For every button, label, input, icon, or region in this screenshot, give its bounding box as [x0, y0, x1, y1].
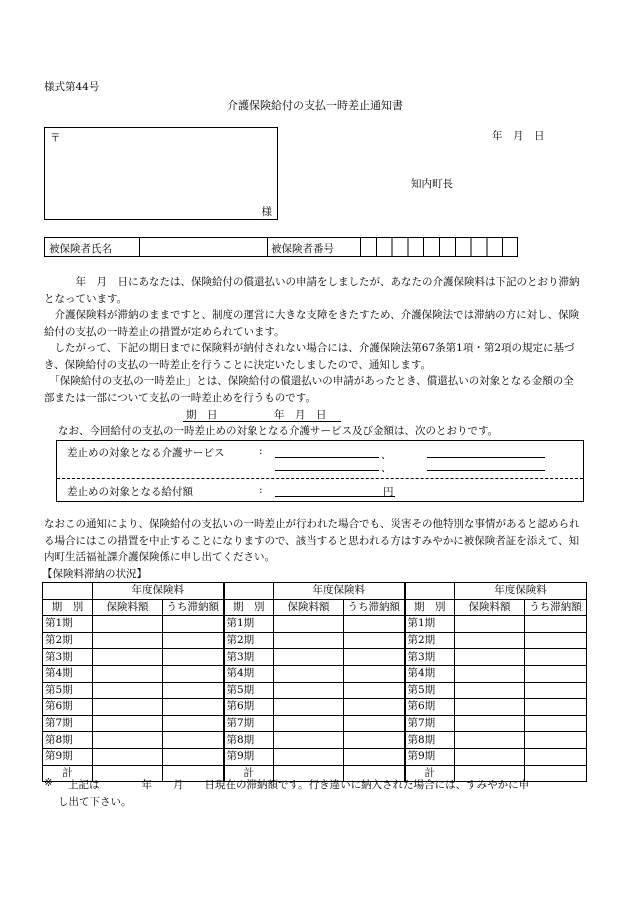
footnote-mark: ※ — [44, 777, 53, 789]
arrears-amount-cell — [163, 649, 224, 666]
arrears-amount-cell — [344, 682, 405, 699]
body-paragraph-1: 年 月 日にあなたは、保険給付の償還払いの申請をしましたが、あなたの介護保険料は下記のとおり滞納となっています。 — [44, 276, 580, 305]
arrears-amount-cell — [344, 715, 405, 732]
total-label: 計 — [224, 765, 274, 782]
premium-amount-cell — [455, 715, 525, 732]
premium-amount-cell — [274, 649, 344, 666]
table-row — [43, 699, 587, 716]
arrears-amount-cell — [344, 649, 405, 666]
premium-amount-cell — [93, 682, 163, 699]
issue-date: 年 月 日 — [492, 130, 545, 142]
premium-amount-cell — [274, 732, 344, 749]
service-colon: : — [259, 445, 263, 457]
period-label: 第6期 — [405, 699, 455, 716]
year-blank-cell — [224, 583, 274, 600]
table-row — [43, 732, 587, 749]
body-text — [44, 274, 584, 406]
period-label: 第7期 — [43, 715, 93, 732]
year-header-cell: 年度保険料 — [455, 583, 587, 600]
period-label: 第3期 — [405, 649, 455, 666]
arrears-table — [42, 582, 587, 782]
postal-mark: 〒 — [50, 132, 61, 144]
table-row — [43, 649, 587, 666]
column-header: 保険料額 — [93, 599, 163, 616]
deadline-underline — [183, 421, 341, 422]
arrears-heading: 【保険料滞納の状況】 — [42, 568, 147, 580]
period-label: 第6期 — [43, 699, 93, 716]
premium-amount-cell — [274, 682, 344, 699]
period-label: 第1期 — [224, 616, 274, 633]
arrears-amount-cell — [525, 699, 587, 716]
column-header: 期 別 — [224, 599, 274, 616]
arrears-amount-cell — [344, 665, 405, 682]
service-comma-1: 、 — [381, 449, 392, 461]
premium-amount-cell — [455, 632, 525, 649]
premium-amount-cell — [274, 715, 344, 732]
service-comma-2: 、 — [381, 462, 392, 474]
period-label: 第8期 — [224, 732, 274, 749]
period-label: 第9期 — [405, 748, 455, 765]
premium-amount-cell — [93, 665, 163, 682]
arrears-amount-cell — [163, 616, 224, 633]
premium-amount-cell — [455, 732, 525, 749]
honorific: 様 — [261, 206, 272, 218]
total-label: 計 — [405, 765, 455, 782]
period-label: 第4期 — [405, 665, 455, 682]
arrears-amount-cell — [163, 732, 224, 749]
body-paragraph-4: 「保険給付の支払の一時差止」とは、保険給付の償還払いの申請があったとき、償還払いの対象となる金額の全部または一部について支払の一時差止めを行うものです。 — [44, 375, 574, 404]
arrears-amount-cell — [344, 732, 405, 749]
premium-amount-cell — [93, 699, 163, 716]
arrears-amount-cell — [525, 748, 587, 765]
period-label: 第5期 — [224, 682, 274, 699]
table-header-row — [43, 599, 587, 616]
body-paragraph-3: したがって、下記の期日までに保険料が納付されない場合には、介護保険法第67条第1項・第2項の規定に基づき、保険給付の支払の一時差止を行うことに決定いたしましたので、通知します。 — [44, 342, 575, 371]
issuer: 知内町長 — [411, 178, 453, 190]
suspend-box — [56, 440, 584, 502]
year-blank-cell — [405, 583, 455, 600]
period-label: 第7期 — [224, 715, 274, 732]
period-label: 第4期 — [43, 665, 93, 682]
premium-amount-cell — [455, 649, 525, 666]
insured-name-label: 被保険者氏名 — [49, 243, 112, 255]
premium-amount-cell — [93, 715, 163, 732]
total-label: 計 — [43, 765, 93, 782]
period-label: 第3期 — [43, 649, 93, 666]
column-header: うち滞納額 — [344, 599, 405, 616]
period-label: 第9期 — [43, 748, 93, 765]
period-label: 第8期 — [405, 732, 455, 749]
arrears-amount-cell — [525, 616, 587, 633]
period-label: 第5期 — [43, 682, 93, 699]
insured-row — [44, 237, 518, 257]
column-header: 保険料額 — [274, 599, 344, 616]
arrears-amount-cell — [525, 649, 587, 666]
arrears-amount-cell — [163, 682, 224, 699]
period-label: 第8期 — [43, 732, 93, 749]
period-label: 第3期 — [224, 649, 274, 666]
year-header-cell: 年度保険料 — [274, 583, 405, 600]
amount-yen: 円 — [383, 486, 394, 498]
arrears-amount-cell — [344, 616, 405, 633]
period-label: 第9期 — [224, 748, 274, 765]
period-label: 第5期 — [405, 682, 455, 699]
footnote-line-1: 上記は 年 月 日現在の滞納額です。行き違いに納入された場合には、すみやかに申 — [68, 779, 530, 791]
premium-amount-cell — [274, 665, 344, 682]
premium-amount-cell — [93, 732, 163, 749]
premium-amount-cell — [93, 616, 163, 633]
arrears-amount-cell — [344, 748, 405, 765]
deadline-date: 年 月 日 — [274, 409, 327, 421]
table-row — [43, 682, 587, 699]
arrears-amount-cell — [525, 715, 587, 732]
period-label: 第7期 — [405, 715, 455, 732]
arrears-amount-cell — [163, 699, 224, 716]
period-label: 第1期 — [43, 616, 93, 633]
period-label: 第4期 — [224, 665, 274, 682]
arrears-amount-cell — [344, 699, 405, 716]
period-label: 第6期 — [224, 699, 274, 716]
premium-amount-cell — [274, 616, 344, 633]
table-row — [43, 665, 587, 682]
body-paragraph-2: 介護保険料が滞納のままですと、制度の運営に大きな支障をきたすため、介護保険法では滞納の方に対し、保険給付の支払の一時差止の措置が定められています。 — [44, 309, 580, 338]
notice-text: なおこの通知により、保険給付の支払いの一時差止が行われた場合でも、災害その他特別な事情があると認められる場合にはこの措置を中止することになりますので、該当すると思われる方はすみやかに被保険者証を添えて、知内町生活福祉課介護保険係に申し出てください。 — [44, 518, 580, 563]
arrears-amount-cell — [525, 665, 587, 682]
arrears-amount-cell — [163, 715, 224, 732]
intro-line: なお、今回給付の支払の一時差止めの対象となる介護サービス及び金額は、次のとおりです。 — [58, 425, 499, 437]
column-header: 保険料額 — [455, 599, 525, 616]
table-row — [43, 715, 587, 732]
period-label: 第2期 — [405, 632, 455, 649]
amount-colon: : — [259, 484, 263, 496]
insured-number-label: 被保険者番号 — [271, 243, 334, 255]
premium-amount-cell — [93, 649, 163, 666]
premium-amount-cell — [455, 682, 525, 699]
arrears-amount-cell — [525, 632, 587, 649]
arrears-amount-cell — [163, 748, 224, 765]
premium-amount-cell — [455, 699, 525, 716]
arrears-amount-cell — [525, 682, 587, 699]
premium-amount-cell — [455, 665, 525, 682]
column-header: 期 別 — [43, 599, 93, 616]
premium-amount-cell — [274, 632, 344, 649]
premium-amount-cell — [455, 616, 525, 633]
footnote-line-2: し出て下さい。 — [58, 796, 132, 808]
column-header: うち滞納額 — [525, 599, 587, 616]
insured-number-cells — [360, 238, 518, 256]
column-header: 期 別 — [405, 599, 455, 616]
premium-amount-cell — [455, 748, 525, 765]
column-header: うち滞納額 — [163, 599, 224, 616]
table-row — [43, 748, 587, 765]
premium-amount-cell — [274, 748, 344, 765]
period-label: 第2期 — [43, 632, 93, 649]
year-header-cell: 年度保険料 — [93, 583, 224, 600]
premium-amount-cell — [93, 632, 163, 649]
arrears-amount-cell — [344, 632, 405, 649]
form-number: 様式第44号 — [44, 81, 100, 93]
table-year-row — [43, 583, 587, 600]
arrears-amount-cell — [163, 665, 224, 682]
premium-amount-cell — [274, 699, 344, 716]
table-row — [43, 616, 587, 633]
year-blank-cell — [43, 583, 93, 600]
arrears-amount-cell — [525, 732, 587, 749]
table-row — [43, 632, 587, 649]
period-label: 第2期 — [224, 632, 274, 649]
address-box — [44, 127, 278, 220]
service-label: 差止めの対象となる介護サービス — [67, 447, 225, 459]
arrears-total-cell — [525, 765, 587, 782]
amount-label: 差止めの対象となる給付額 — [67, 486, 193, 498]
premium-amount-cell — [93, 748, 163, 765]
period-label: 第1期 — [405, 616, 455, 633]
deadline-label: 期 日 — [186, 409, 218, 421]
arrears-amount-cell — [163, 632, 224, 649]
page-title: 介護保険給付の支払一時差止通知書 — [227, 99, 403, 112]
